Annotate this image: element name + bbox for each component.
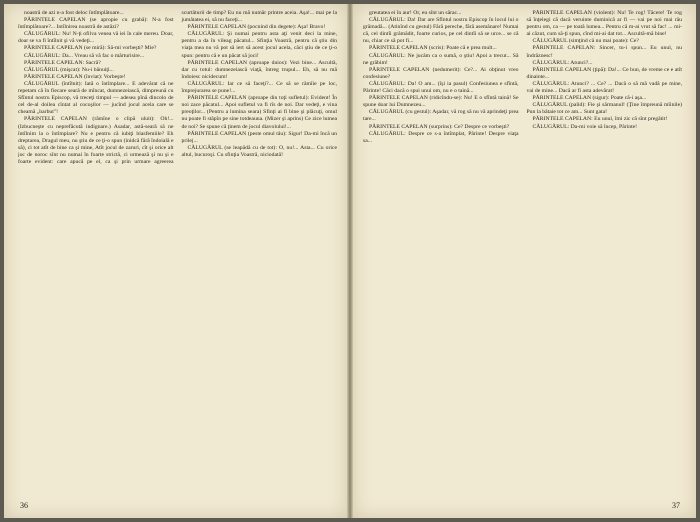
text-paragraph: PĂRINTELE CAPELAN (rămîne o clipă uluit): Oh!... (Izbucneşte cu neprefăcută indignare.) Asadar, astă-seară să ne întîlnim la o întîmplare? Nu e pentru că iubiţi blasfemiile? Eh dreptarea, Dragul meu, nu ştiu de ce ţi-o spun (inidcă fără îndoială e să), ci tot atît de bine ca şi mine, Atît jocul de zaruri, cît şi orice alt joc de noroc sînt nu numai în foarte strictă, ci urmează şi nu şi e foarte evident: care apucă pe el, ca şi prin urmare agreerea scurtăturii de timp? Eu nu mă număr printre aceia. Aşa!... mai pe la jumătatea ei, să nu faceţi...: [18, 10, 337, 165]
text-paragraph: CĂLUGĂRUL (cu gestul): Aşadar, vă rog să nu vă aprindeţi prea tare...: [363, 109, 519, 123]
text-paragraph: PĂRINTELE CAPELAN (ţipă): Da!... Ce bun, de vreme ce e atît dinainte...: [526, 66, 682, 80]
text-paragraph: PĂRINTELE CAPELAN (se apropie cu grabă): N-a fost întîmplătoare?... Intîlnirea noastră de astăzi?: [18, 17, 174, 31]
text-paragraph: PĂRINTELE CAPELAN (nedumerit): Ce?... Ai obţinut vreo confesiune?: [363, 66, 519, 80]
right-page: [353, 4, 696, 518]
text-paragraph: PĂRINTELE CAPELAN (aproape duios): Vezi bine... Ascultă, dar cu totul: dumnezeiască viaţă, întreg trupul... Eh, să nu mă îndoiesc nicidecum!: [181, 59, 337, 80]
text-paragraph: CĂLUGĂRUL: Iar ce să faceţi?... Ce să se rămîie pe loc, împrejurarea se pune!...: [181, 80, 337, 95]
left-page-number: 36: [20, 501, 28, 510]
text-paragraph: PĂRINTELE CAPELAN (violent): Nu! Te rog! Tăcere! Te rog să înţelegi că dacă veruinte duminică ar fi — vai pe noi mai rău pentru om, ca — pe toată lumea... Pentru că m-ai vrut să fac! ... mi-ai căzut, cum să-ţi spun, cînd mi-ai dat tot... Ascultă-mă bine!: [526, 10, 682, 38]
text-paragraph: PĂRINTELE CAPELAN (surprins): Ce? Despre ce vorbeşti?: [369, 123, 510, 130]
text-paragraph: PĂRINTELE CAPELAN (sigur): Poate că-i aşa...: [532, 95, 647, 102]
text-paragraph: PĂRINTELE CAPELAN (ridicîndu-se): Nu! E o sfîntă taină! Se spune doar lui Dumnezeu...: [363, 95, 519, 109]
text-paragraph: PĂRINTELE CAPELAN (pocnind din degete): Aşa! Bravo!: [187, 24, 326, 31]
text-paragraph: PĂRINTELE CAPELAN (se miră): Să-mi vorbeşti? Mie?: [24, 45, 157, 52]
text-paragraph: greutatea ei în aur! Or, eu sînt un sărac...: [369, 10, 462, 16]
text-paragraph: noastră de azi n-a fost deloc întîmplătoare...: [24, 10, 124, 16]
text-paragraph: PĂRINTELE CAPELAN: Eu unul, îmi zic că sînt pregătit!: [532, 116, 668, 123]
text-paragraph: CĂLUGĂRUL: Da! Dar are Sfîntul nostru Episcop în locul lui o grămadă... (Atinînd cu gestul) Fără pereche, fără asemănare! Numai că, cel dintîi grămădit, foarte curios, pe cel dintîi să se urce... se că nu, chiar ce să pot fi...: [363, 17, 519, 45]
right-page-text: [363, 10, 682, 496]
left-page-text: [18, 10, 337, 496]
left-page: [4, 4, 347, 518]
text-paragraph: PĂRINTELE CAPELAN (scris): Poate că e prea mult...: [369, 45, 497, 52]
text-paragraph: CĂLUGĂRUL: Despre ce s-a întîmplat, Părinte! Despre viaţa sa...: [363, 130, 519, 144]
text-paragraph: PĂRINTELE CAPELAN (înviat): Vorbeşte!: [24, 73, 126, 80]
text-paragraph: CĂLUGĂRUL: Atunci?...: [532, 59, 593, 66]
right-page-number: 37: [672, 501, 680, 510]
text-paragraph: CĂLUGĂRUL (simţind că nu mai poate): Ce?: [532, 38, 639, 45]
text-paragraph: CĂLUGĂRUL: Atunci? ... Ce? ... Dacă o să mă vadă pe mine, vai de mine... Dacă ar fi asta adevărat!: [526, 80, 682, 95]
text-paragraph: CĂLUGĂRUL: Da-mi voie să încep, Părinte!: [532, 123, 638, 130]
text-paragraph: CĂLUGĂRUL (se leapădă cu de tot): O, nu!... Asta... Cu orice altul, bucuroşi. Cu sfinţia Voastră, niciodată!: [181, 144, 337, 158]
text-paragraph: PĂRINTELE CAPELAN: Sacră?: [24, 59, 101, 66]
text-paragraph: PĂRINTELE CAPELAN (aproape din toţi sufletul): Evident! În noi zace păcatul... Apoi sufletul va fi rîs de noi. Dar vedeţi, e vina preoţilor... (Pentru a lumina seara) Sfinţi ai fi bine şi plăcuţi, omul nu poate fi stăpîn pe sine totdeauna. (Mizer şi aprins) Ce zice lumea de noi? Se spune că ţinem de jocul diavolului!...: [181, 95, 337, 130]
text-paragraph: CĂLUGĂRUL (întîlnit): Iată o întîmplare... E adevărat că ne repetam că în fiecare seară de mîncat, dumnezeiască, dimpreună cu Sfîntul nostru Episcop, vă treceţi timpul — adesea pînă dincolo de cel de-al doilea cîntat al cocoşilor — jucînd jocul acela care se cheamă „barbut"!: [18, 80, 174, 116]
text-paragraph: CĂLUGĂRUL: Nu! N-ţi ofilva venea vă iei în cale mereu. Doar, doar se va fi întîlnit şi vă vedeţi...: [18, 31, 174, 45]
text-paragraph: CĂLUGĂRUL: Ne jucăm ca o sumă, o ştiu! Apoi a trecut... Să ne grăbim!: [363, 52, 519, 66]
text-paragraph: CĂLUGĂRUL: Şi numai pentru asta aţi venit deci la mine, pentru a da în vileag păcatul... Sfinţia Voastră, pentru că ştiu din viaţa mea nu vă pot să iert să acest jocul acela, căci ştiu de ce ţi-o spun: pentru că e un păcat să joci!: [181, 31, 337, 59]
text-paragraph: CĂLUGĂRUL: Da... Vreau să vă fac o mărturisire...: [24, 52, 145, 59]
text-paragraph: CĂLUGĂRUL: Da! O am... (îşi ia pasul) Confesiunea e sfîntă, Părinte! Căci dacă o spui unui om, nu e o taină...: [363, 80, 519, 95]
text-paragraph: CĂLUGĂRUL (mişcat): Nu-i bănuiţi...: [24, 66, 114, 73]
text-paragraph: PĂRINTELE CAPELAN (peste omul tău): Sigur! Da-mi încă un prilej...: [181, 130, 337, 144]
text-paragraph: CĂLUGĂRUL (palid): Fie şi sărmanul! (Ţine împreună mîinile) Pun la bătaie tot ce am... Sunt gata!: [526, 102, 682, 116]
text-paragraph: PĂRINTELE CAPELAN: Sincer, tu-i spun... Eu unul, nu îndrăznesc!: [526, 45, 682, 59]
